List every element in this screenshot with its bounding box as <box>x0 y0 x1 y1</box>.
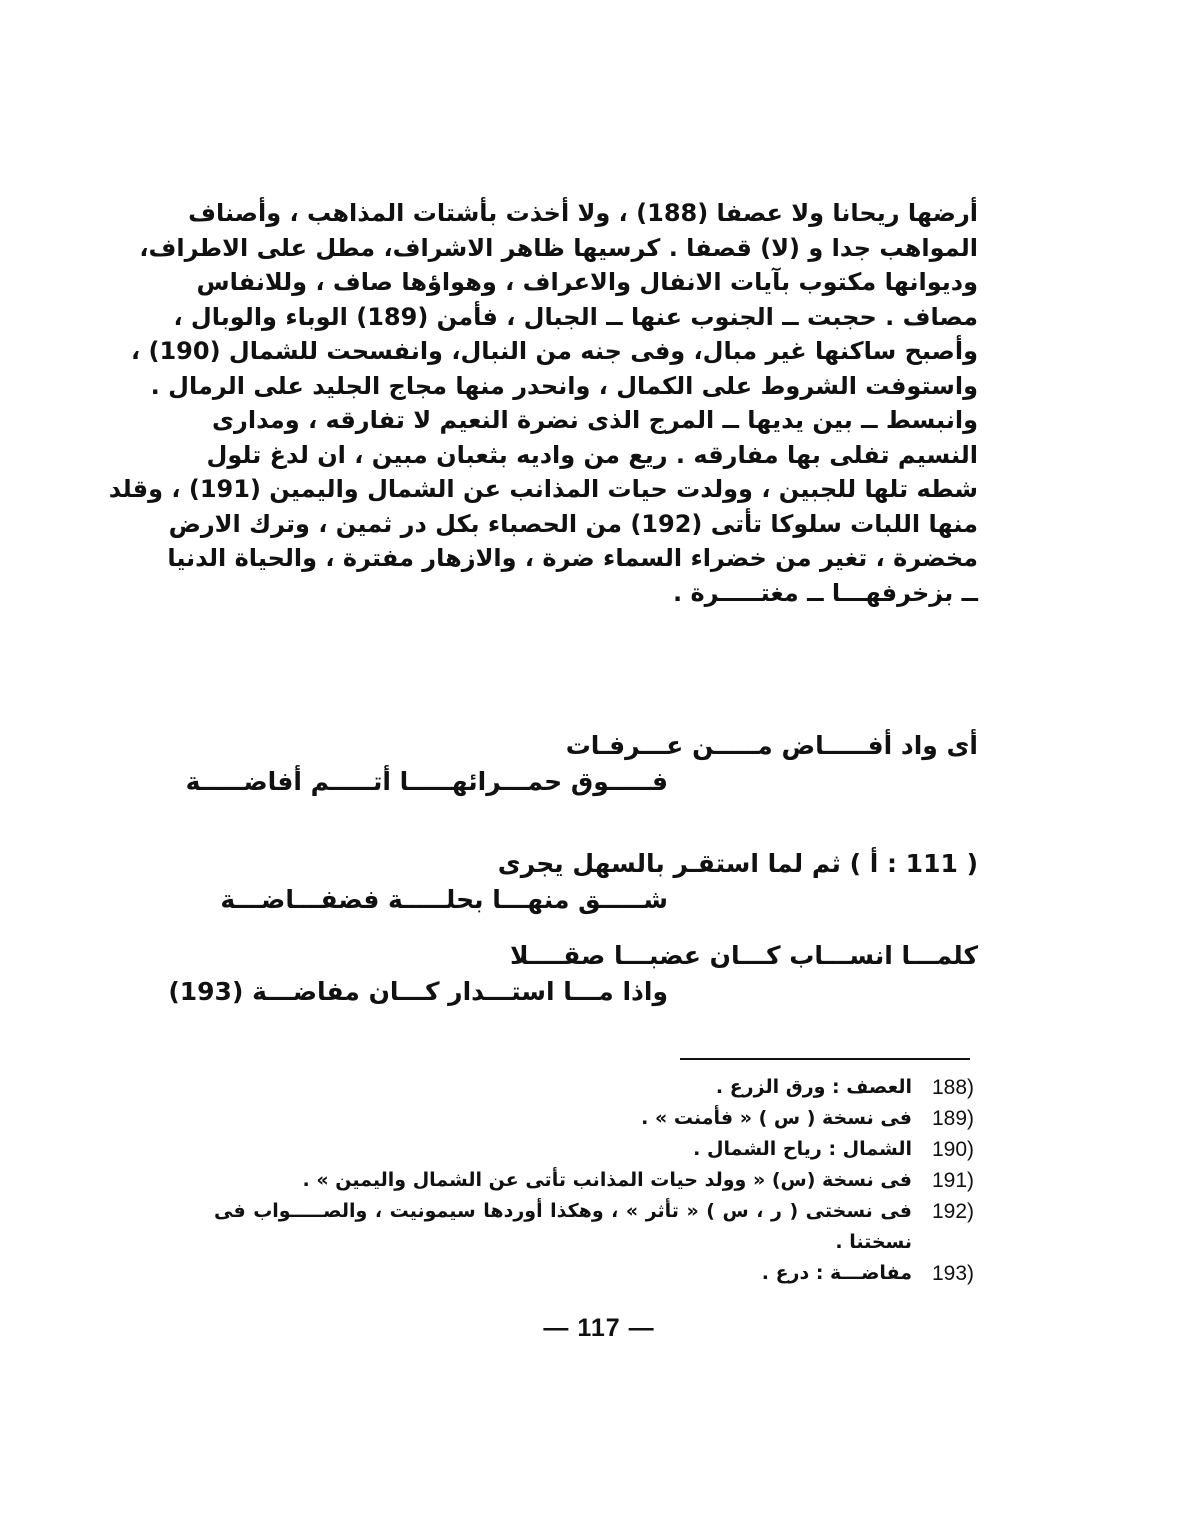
footnote-number: 189) <box>931 1107 974 1130</box>
verse-2 <box>222 846 978 918</box>
verse-first-hemistich: أى واد أفـــــاض مـــــن عـــرفـات <box>565 731 978 760</box>
footnote-text: الشمال : رياح الشمال . <box>693 1138 912 1160</box>
prose-line: شطه تلها للجبين ، وولدت حيات المذانب عن الشمال واليمين (191) ، وقلد <box>108 475 978 503</box>
footnotes <box>214 1072 974 1289</box>
prose-line: وأصبح ساكنها غير مبال، وفى جنه من النبال، وانفسحت للشمال (190) ، <box>131 337 978 365</box>
prose-line: أرضها ريحانا ولا عصفا (188) ، ولا أخذت بأشتات المذاهب ، وأصناف <box>188 199 978 227</box>
prose-line: مخضرة ، تغير من خضراء السماء ضرة ، والازهار مفترة ، والحياة الدنيا <box>167 544 978 572</box>
prose-line: مصاف . حجبت ــ الجنوب عنها ــ الجبال ، فأمن (189) الوباء والوبال ، <box>173 302 978 331</box>
footnote <box>214 1165 974 1196</box>
footnote-text: فى نسخة ( س ) « فأمنت » . <box>641 1107 912 1129</box>
prose-line: واستوفت الشروط على الكمال ، وانحدر منها مجاج الجليد على الرمال . <box>150 371 978 400</box>
footnote-text: العصف : ورق الزرع . <box>715 1076 912 1098</box>
prose-paragraph <box>108 196 978 610</box>
footnote <box>214 1196 974 1258</box>
footnote-number: 191) <box>931 1169 974 1192</box>
verse-second-hemistich: واذا مـــا استـــدار كـــان مفاضـــة (193) <box>168 977 668 1006</box>
verse-first-hemistich: ( 111 : أ ) ثم لما استقـر بالسهل يجرى <box>497 849 978 878</box>
verse-1 <box>185 728 978 800</box>
footnote-number: 192) <box>931 1200 974 1223</box>
verse-second-hemistich: شـــــق منهـــا بحلـــــة فضفـــاضـــة <box>220 885 668 914</box>
page-number: — 117 — <box>543 1314 655 1342</box>
footnote <box>214 1134 974 1165</box>
prose-line: وديوانها مكتوب بآيات الانفال والاعراف ، وهواؤها صاف ، وللانفاس <box>196 268 978 296</box>
verse-3 <box>168 938 978 1010</box>
footnote <box>214 1103 974 1134</box>
prose-line: النسيم تفلى بها مفارقه . ريع من واديه بثعبان مبين ، ان لدغ تلول <box>206 440 978 469</box>
prose-line: ــ بزخرفهـــا ــ مغتـــــرة . <box>672 578 978 607</box>
footnote-text: مفاضـــة : درع . <box>761 1262 912 1284</box>
prose-line: منها اللبات سلوكا تأتى (192) من الحصباء بكل در ثمين ، وترك الارض <box>168 509 978 538</box>
footnote <box>214 1072 974 1103</box>
footnote-number: 193) <box>931 1262 974 1285</box>
verse-second-hemistich: فـــــوق حمـــرائهـــــا أتـــــم أفاضـــــة <box>185 767 668 796</box>
footnote-number: 188) <box>931 1076 974 1099</box>
prose-line: المواهب جدا و (لا) قصفا . كرسيها ظاهر الاشراف، مطل على الاطراف، <box>139 233 978 262</box>
footnote <box>214 1258 974 1289</box>
footnote-number: 190) <box>931 1138 974 1161</box>
footnote-separator <box>680 1058 970 1060</box>
footnote-text: فى نسختى ( ر ، س ) « تأثر » ، وهكذا أوردها سيمونيت ، والصـــــواب فى نسختنا . <box>214 1200 912 1253</box>
prose-line: وانبسط ــ بين يديها ــ المرج الذى نضرة النعيم لا تفارقه ، ومدارى <box>212 406 978 434</box>
footnote-text: فى نسخة (س) « وولد حيات المذانب تأتى عن الشمال واليمين » . <box>302 1169 912 1191</box>
verse-first-hemistich: كلمـــا انســـاب كـــان عضبـــا صقــــلا <box>509 941 978 970</box>
